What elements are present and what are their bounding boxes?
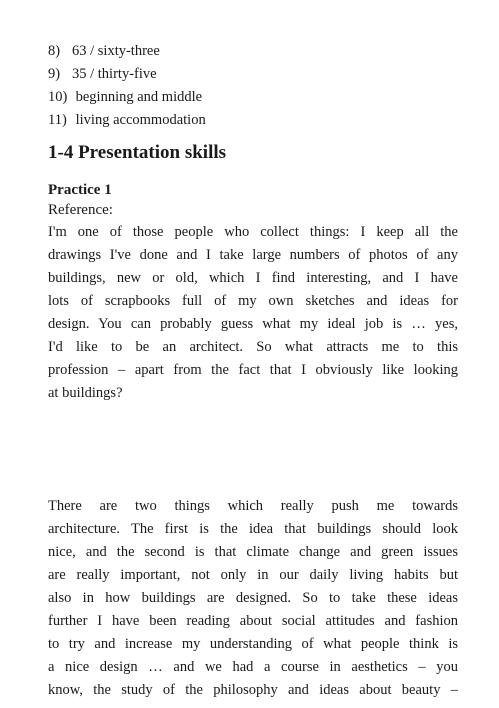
list-item — [48, 109, 458, 132]
item-text: beginning and middle — [75, 89, 203, 105]
list-item — [48, 63, 458, 86]
answer-list — [48, 40, 458, 132]
item-number: 10) — [48, 89, 68, 105]
paragraph-line: to try and increase my understanding of what people think is — [48, 636, 458, 652]
paragraph-line: are really important, not only in our daily living habits but — [48, 567, 458, 583]
paragraph-2 — [48, 495, 458, 702]
paragraph-line: I'd like to be an architect. So what attracts me to this — [48, 339, 458, 355]
item-number: 11) — [48, 112, 67, 128]
practice-heading: Practice 1 — [48, 182, 112, 198]
item-number: 9) — [48, 66, 61, 82]
paragraph-line: I'm one of those people who collect things: I keep all the — [48, 224, 458, 240]
spacer — [48, 405, 458, 495]
paragraph-line: at buildings? — [48, 385, 123, 401]
list-item — [48, 86, 458, 109]
reference-label: Reference: — [48, 202, 113, 218]
paragraph-line: drawings I've done and I take large numbers of photos of any — [48, 247, 458, 263]
paragraph-line: There are two things which really push me towards — [48, 498, 458, 514]
paragraph-line: know, the study of the philosophy and ideas about beauty – — [48, 682, 458, 698]
list-item — [48, 40, 458, 63]
document-page — [48, 40, 458, 702]
item-text: 63 / sixty-three — [72, 43, 160, 59]
paragraph-line: also in how buildings are designed. So to take these ideas — [48, 590, 458, 606]
paragraph-1 — [48, 221, 458, 405]
paragraph-line: buildings, new or old, which I find interesting, and I have — [48, 270, 458, 286]
item-text: living accommodation — [75, 112, 206, 128]
paragraph-line: lots of scrapbooks full of my own sketches and ideas for — [48, 293, 458, 309]
paragraph-line: architecture. The first is the idea that buildings should look — [48, 521, 458, 537]
paragraph-line: profession – apart from the fact that I obviously like looking — [48, 362, 458, 378]
item-text: 35 / thirty-five — [72, 66, 157, 82]
paragraph-line: further I have been reading about social attitudes and fashion — [48, 613, 458, 629]
section-title: 1-4 Presentation skills — [48, 142, 227, 163]
paragraph-line: design. You can probably guess what my ideal job is … yes, — [48, 316, 458, 332]
item-number: 8) — [48, 43, 61, 59]
paragraph-line: a nice design … and we had a course in aesthetics – you — [48, 659, 458, 675]
paragraph-line: nice, and the second is that climate change and green issues — [48, 544, 458, 560]
